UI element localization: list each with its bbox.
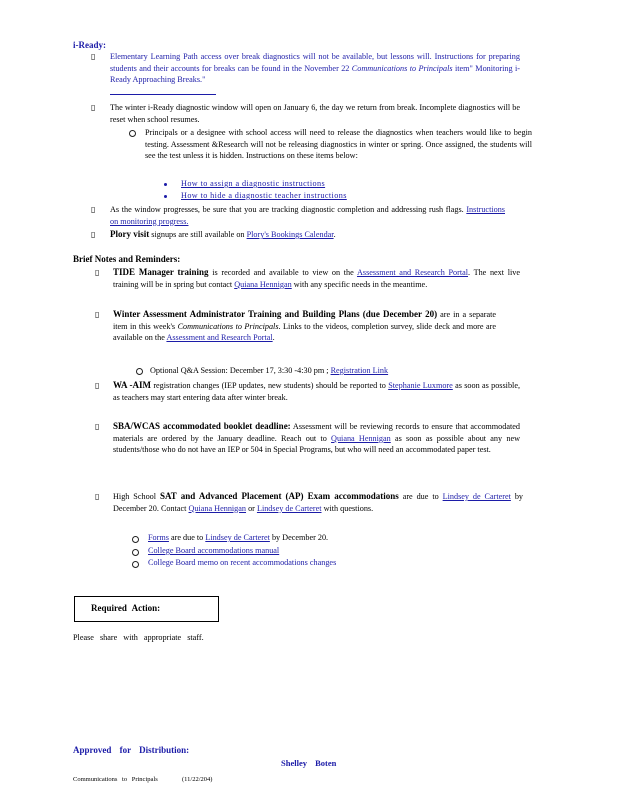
sba-wcas-label: SBA/WCAS accommodated booklet deadline: — [113, 421, 291, 431]
wa-aim-label: WA -AIM — [113, 380, 152, 390]
iready-b4-end: . — [333, 230, 336, 239]
bullet-circle-icon — [132, 561, 139, 568]
iready-b1-text2: item" Monitoring i-Ready Approaching Breaks." — [110, 63, 521, 85]
tide-training-label: TIDE Manager training — [113, 267, 209, 277]
link-assessment-portal[interactable]: Assessment and Research Portal — [356, 268, 469, 277]
required-action-box — [74, 596, 219, 622]
sat-text3: or — [246, 503, 257, 513]
link-monitoring-progress[interactable]: Instructions on monitoring progress. — [110, 205, 505, 226]
iready-bullet-plory — [110, 229, 450, 241]
iready-b1-publication: Communications to Principals — [351, 63, 453, 73]
sat-sub1-text2: by December 20. — [269, 533, 329, 542]
sat-ap-label: SAT and Advanced Placement (AP) Exam accommodations — [159, 491, 399, 501]
waat-publication: Communications to Principals — [177, 321, 279, 331]
bullet-square-icon: ▯ — [91, 230, 96, 239]
link-lindsey-decarteret-3[interactable]: Lindsey de Carteret — [205, 533, 270, 542]
brief-notes-heading: Brief Notes and Reminders: — [73, 254, 181, 264]
footer-doc-name: Communications to Principals — [73, 776, 158, 783]
bullet-square-icon: ▯ — [95, 381, 100, 390]
bullet-square-icon: ▯ — [95, 268, 100, 277]
bullet-square-icon: ▯ — [95, 492, 100, 501]
wa-aim-text2: as soon as possible, as teachers may start entering data after winter break. — [113, 381, 520, 402]
sat-text0: High School — [113, 492, 160, 501]
iready-bullet-tracking — [110, 204, 505, 227]
link-forms[interactable]: Forms — [148, 533, 169, 542]
bullet-square-icon: ▯ — [95, 310, 100, 319]
brief-sba-wcas — [113, 421, 520, 456]
sba-text: Assessment will be reviewing records to ensure that accommodated materials are ordered by the January deadline. Reach out to — [113, 422, 520, 443]
brief-wa-aim — [113, 380, 520, 403]
approved-label: Approved for Distribution: — [73, 745, 190, 755]
brief-waat — [113, 309, 496, 344]
wa-aim-text: registration changes (IEP updates, new students) should be reported to — [151, 381, 389, 390]
iready-b2-text: The winter i-Ready diagnostic window will open on January 6, the day we return from break. Incomplete diagnostics will be reset when school resumes. — [110, 103, 520, 124]
sat-sub-forms — [148, 532, 448, 544]
link-lindsey-decarteret[interactable]: Lindsey de Carteret — [442, 492, 511, 501]
tide-text3: with any specific needs in the meantime. — [291, 279, 428, 289]
link-quiana-hennigan-3[interactable]: Quiana Hennigan — [188, 503, 247, 513]
iready-b4-text: signups are still available on — [149, 230, 247, 239]
bullet-square-icon: ▯ — [91, 103, 96, 112]
bullet-square-icon: ▯ — [91, 205, 96, 214]
brief-sat-ap — [113, 491, 523, 514]
link-quiana-hennigan[interactable]: Quiana Hennigan — [234, 279, 292, 289]
bullet-circle-icon — [132, 536, 139, 543]
iready-heading: i-Ready: — [73, 40, 106, 50]
link-assessment-portal-2[interactable]: Assessment and Research Portal — [166, 333, 273, 343]
waat-text: are in a separate item in this week's — [113, 310, 496, 331]
required-action-label: Required Action: — [91, 603, 161, 613]
sat-text: are due to — [398, 492, 443, 501]
tide-text: is recorded and available to view on the — [208, 268, 357, 277]
iready-b3-text: As the window progresses, be sure that you are tracking diagnostic completion and addressing rush flags. — [110, 205, 467, 214]
required-action-text: Please share with appropriate staff. — [73, 633, 204, 642]
link-stephanie-luxmore[interactable]: Stephanie Luxmore — [388, 381, 453, 390]
qa-text: Optional Q&A Session: December 17, 3:30 -4:30 pm ; — [150, 366, 331, 375]
brief-tide-training — [113, 267, 520, 290]
iready-sub-release — [145, 127, 532, 162]
sat-text2: by December 20. Contact — [113, 492, 524, 513]
sat-sub1-text: are due to — [168, 533, 206, 542]
bullet-dot-icon — [164, 183, 167, 186]
iready-bullet-winter — [110, 102, 520, 125]
iready-b2sub-text: Principals or a designee with school access will need to release the diagnostics when teachers would like to begin testing. Assessment &Research will not be releasing diagnostics in winter or spring. Once assigned, the students will see the test unless it is hidden. Instructions on these items below: — [145, 128, 532, 161]
link-plory-bookings[interactable]: Plory's Bookings Calendar — [246, 230, 334, 239]
iready-bullet-breaks — [110, 51, 520, 86]
brief-qa-session — [150, 365, 480, 377]
link-registration[interactable]: Registration Link — [330, 366, 389, 375]
link-hide-diagnostic[interactable]: How to hide a diagnostic teacher instructions — [181, 191, 347, 200]
link-quiana-hennigan-2[interactable]: Quiana Hennigan — [331, 433, 391, 443]
tide-text2: . The next live training will be in spring but contact — [113, 268, 520, 289]
link-accommodations-memo[interactable]: College Board memo on recent accommodations changes — [148, 558, 337, 567]
bullet-square-icon: ▯ — [91, 52, 96, 61]
underline-rule — [110, 94, 216, 95]
sba-text2: as soon as possible about any new students/those who do not have an IEP or 504 in Special Programs, but who will need an accommodated paper test. — [113, 433, 520, 455]
bullet-circle-icon — [136, 368, 143, 375]
link-lindsey-decarteret-2[interactable]: Lindsey de Carteret — [256, 503, 322, 513]
sat-text4: with questions. — [321, 503, 374, 513]
signer-name: Shelley Boten — [281, 758, 337, 768]
footer-date: (11/22/204) — [182, 776, 213, 783]
waat-label: Winter Assessment Administrator Training and Building Plans (due December 20) — [113, 309, 438, 319]
waat-end: . — [272, 333, 275, 343]
link-assign-diagnostic[interactable]: How to assign a diagnostic instructions — [181, 179, 326, 188]
bullet-circle-icon — [132, 549, 139, 556]
bullet-square-icon: ▯ — [95, 422, 100, 431]
waat-text2: . Links to the videos, completion survey, slide deck and more are available on the — [113, 321, 496, 343]
bullet-dot-icon — [164, 195, 167, 198]
link-accommodations-manual[interactable]: College Board accommodations manual — [148, 546, 280, 555]
bullet-circle-icon — [129, 130, 136, 137]
plory-visit-label: Plory visit — [110, 229, 150, 239]
iready-b1-text: Elementary Learning Path access over break diagnostics will not be available, but lessons will. Instructions for preparing students and their accounts for breaks can be found in the November 22 — [110, 52, 520, 73]
